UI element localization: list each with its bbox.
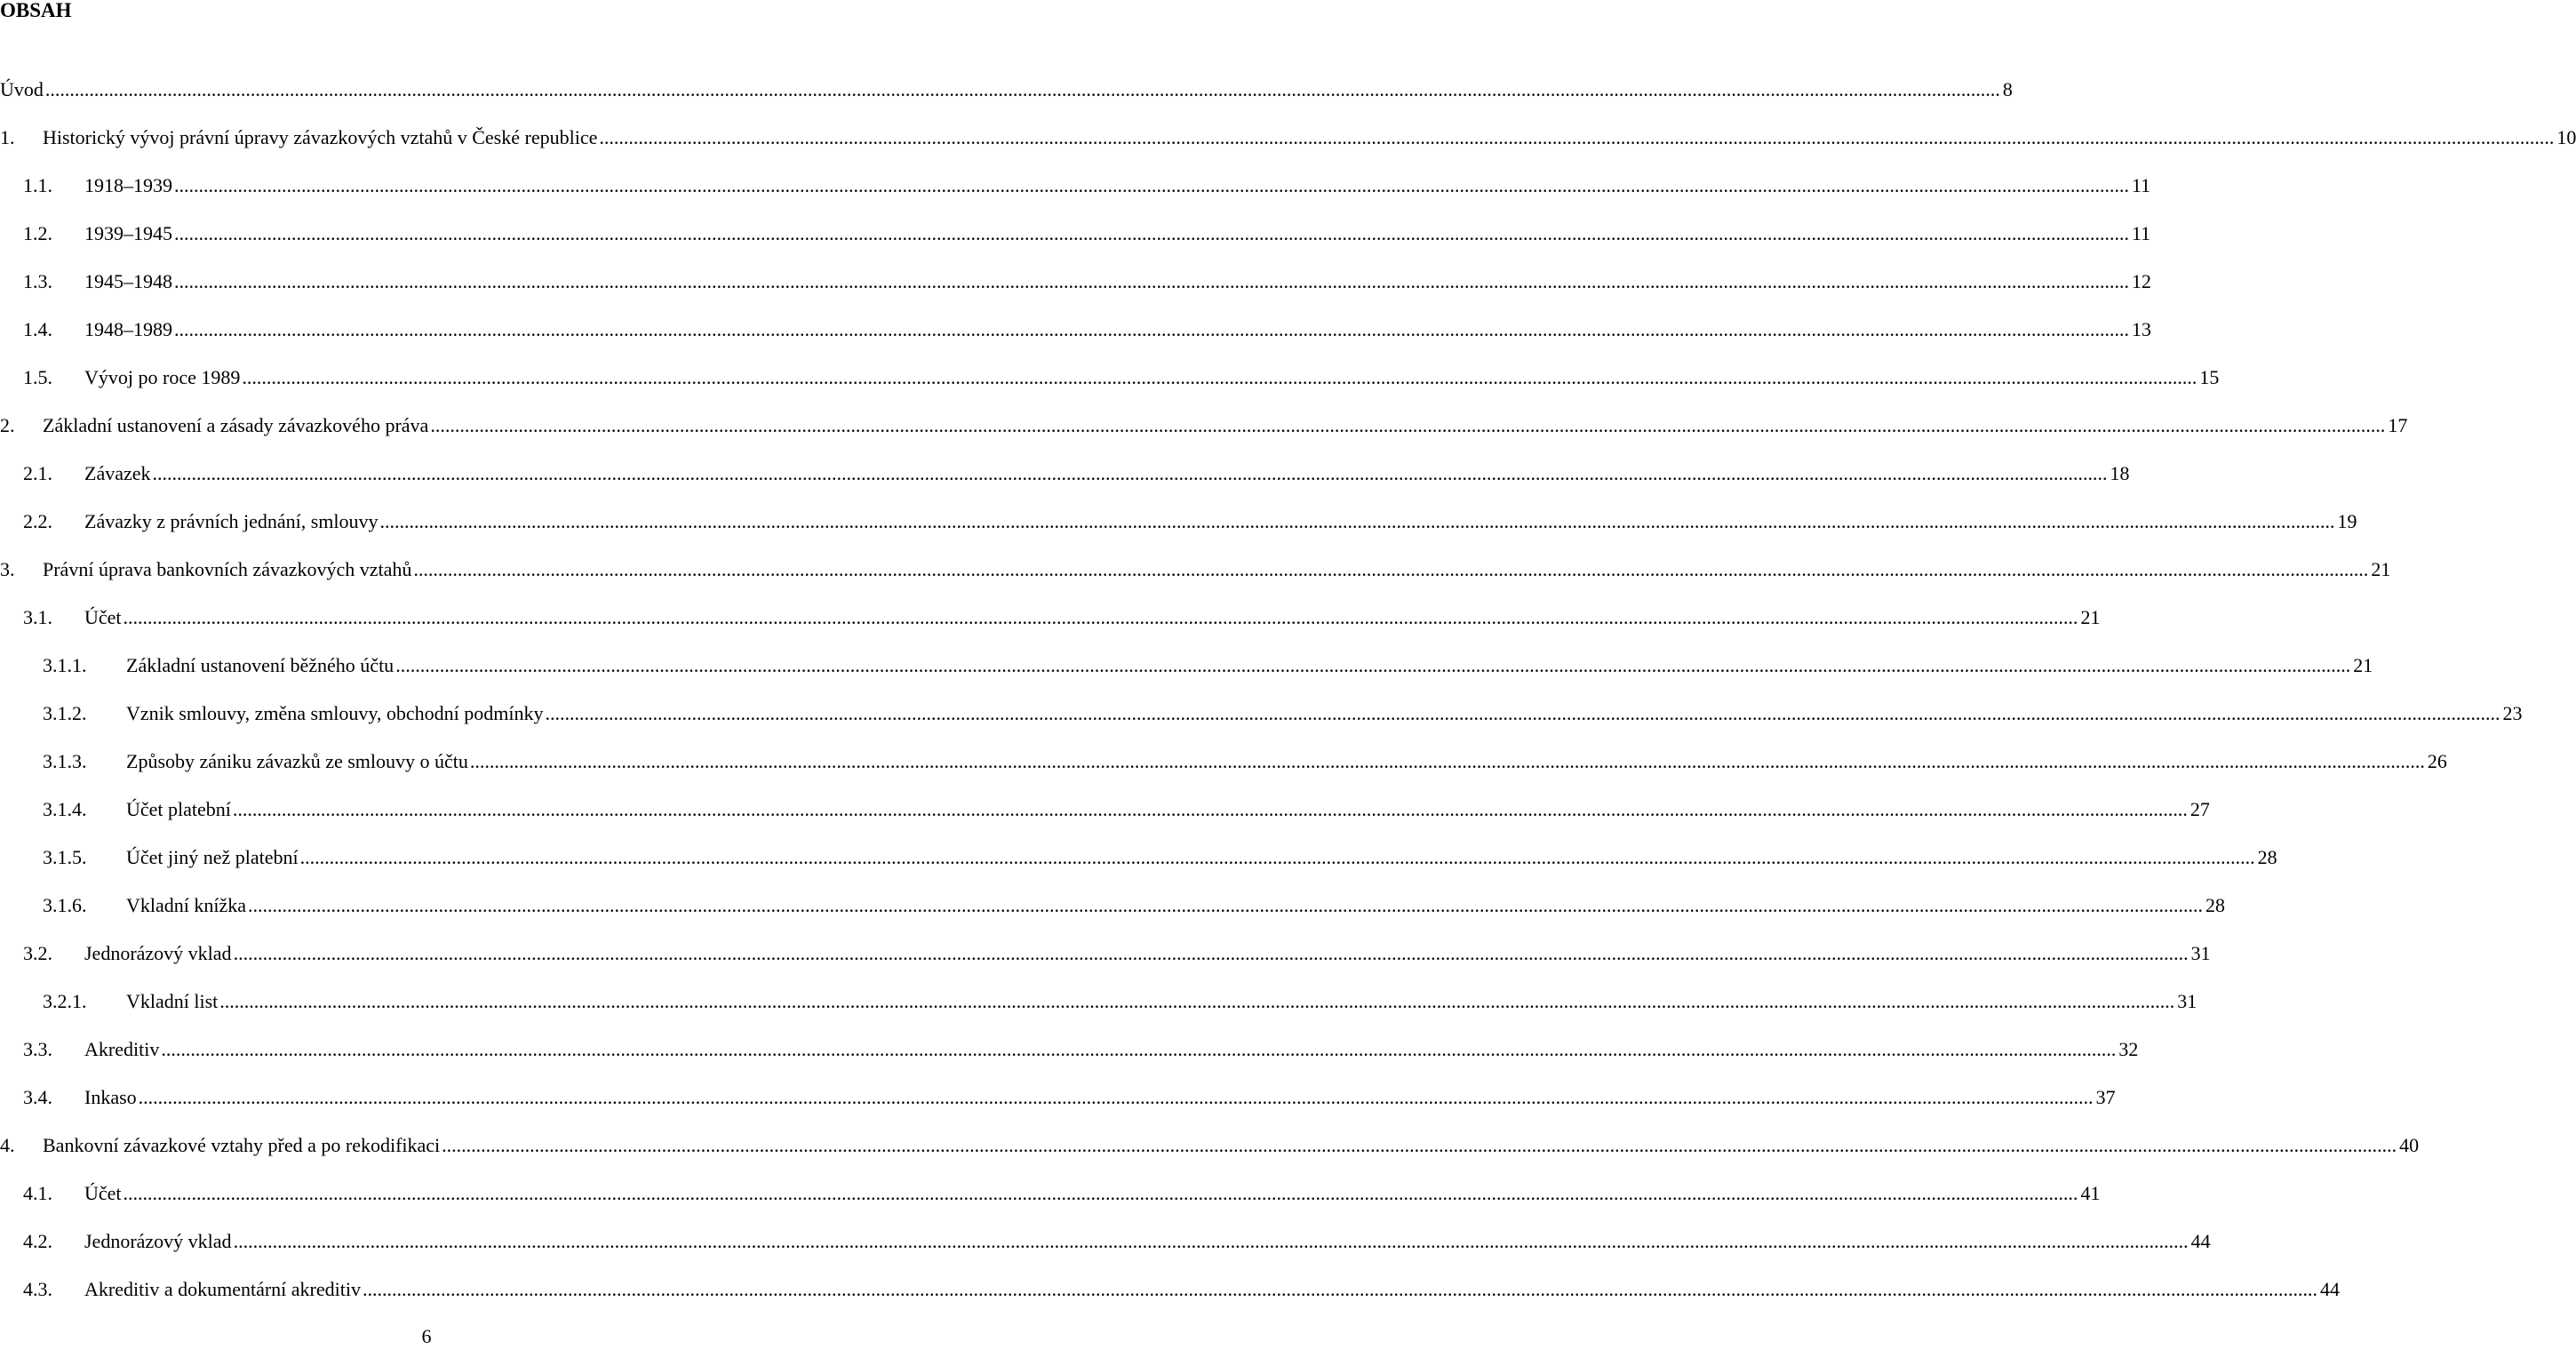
toc-entry-page: 21 (2371, 558, 2391, 580)
toc-entry-title: Akreditiv (84, 1038, 160, 1060)
toc-entry-title: Vkladní knížka (126, 894, 247, 916)
toc-leader-dots: ................................................................................................................................................................................................................................................................................................................................................................................................................ (44, 78, 2000, 100)
toc-leader-dots: ................................................................................................................................................................................................................................................................................................................................................................................................................ (362, 1278, 2317, 1300)
toc-entry-number: 4.1. (23, 1182, 52, 1204)
toc-entry-number: 1.5. (23, 366, 52, 388)
toc-entry-page: 21 (2353, 654, 2373, 676)
toc-leader-dots: ................................................................................................................................................................................................................................................................................................................................................................................................................ (233, 1230, 2189, 1252)
toc-leader-dots: ................................................................................................................................................................................................................................................................................................................................................................................................................ (219, 990, 2175, 1012)
toc-entry-title: Účet jiný než platební (126, 846, 299, 868)
toc-entry-subsection-3-1-1[interactable] (0, 652, 2373, 679)
toc-entry-section-2-1[interactable] (0, 460, 2130, 487)
toc-entry-page: 15 (2199, 366, 2220, 388)
toc-entry-title: 1948–1989 (84, 318, 172, 340)
toc-entry-number: 3.1.4. (43, 798, 87, 820)
toc-entry-number: 3. (0, 558, 15, 580)
page-heading: OBSAH (0, 0, 72, 21)
toc-entry-number: 1.3. (23, 270, 52, 292)
toc-entry-page: 21 (2080, 606, 2101, 628)
toc-entry-title: 1939–1945 (84, 222, 172, 244)
toc-entry-chapter-4[interactable] (0, 1132, 2420, 1159)
toc-entry-title: Základní ustanovení běžného účtu (126, 654, 395, 676)
toc-leader-dots: ................................................................................................................................................................................................................................................................................................................................................................................................................ (152, 462, 2108, 484)
toc-entry-section-1-1[interactable] (0, 172, 2151, 199)
toc-entry-intro[interactable] (0, 76, 2013, 103)
toc-entry-number: 1. (0, 126, 15, 148)
toc-entry-chapter-3[interactable] (0, 556, 2391, 583)
toc-entry-subsection-3-1-5[interactable] (0, 844, 2277, 871)
toc-entry-page: 12 (2132, 270, 2151, 292)
toc-entry-page: 41 (2080, 1182, 2101, 1204)
toc-entry-page: 11 (2132, 222, 2151, 244)
toc-entry-number: 4. (0, 1134, 15, 1156)
toc-entry-title: Jednorázový vklad (84, 942, 232, 964)
toc-entry-section-3-3[interactable] (0, 1036, 2139, 1063)
toc-entry-chapter-1[interactable] (0, 124, 2576, 151)
toc-entry-chapter-2[interactable] (0, 412, 2408, 439)
toc-entry-title: Historický vývoj právní úpravy závazkových vztahů v České republice (43, 126, 598, 148)
toc-entry-subsection-3-1-3[interactable] (0, 748, 2447, 775)
toc-leader-dots: ................................................................................................................................................................................................................................................................................................................................................................................................................ (233, 942, 2189, 964)
toc-entry-title: Vývoj po roce 1989 (84, 366, 241, 388)
toc-entry-section-3-1[interactable] (0, 604, 2101, 631)
toc-entry-title: Závazek (84, 462, 151, 484)
toc-entry-number: 3.2. (23, 942, 52, 964)
toc-entry-number: 4.3. (23, 1278, 52, 1300)
toc-leader-dots: ................................................................................................................................................................................................................................................................................................................................................................................................................ (430, 414, 2386, 436)
toc-entry-number: 3.1.2. (43, 702, 87, 724)
toc-leader-dots: ................................................................................................................................................................................................................................................................................................................................................................................................................ (395, 654, 2351, 676)
toc-entry-page: 40 (2399, 1134, 2420, 1156)
toc-entry-page: 44 (2190, 1230, 2211, 1252)
toc-entry-subsection-3-1-4[interactable] (0, 796, 2210, 823)
toc-entry-page: 19 (2337, 510, 2357, 532)
toc-entry-number: 3.1. (23, 606, 52, 628)
toc-entry-number: 3.1.5. (43, 846, 87, 868)
toc-entry-number: 2. (0, 414, 15, 436)
toc-leader-dots: ................................................................................................................................................................................................................................................................................................................................................................................................................ (469, 750, 2425, 772)
toc-leader-dots: ................................................................................................................................................................................................................................................................................................................................................................................................................ (242, 366, 2197, 388)
toc-entry-page: 31 (2177, 990, 2197, 1012)
toc-entry-page: 27 (2189, 798, 2210, 820)
toc-entry-page: 26 (2427, 750, 2447, 772)
toc-entry-page: 23 (2502, 702, 2523, 724)
toc-entry-number: 1.4. (23, 318, 52, 340)
toc-entry-number: 2.2. (23, 510, 52, 532)
toc-entry-title: Vznik smlouvy, změna smlouvy, obchodní podmínky (126, 702, 544, 724)
toc-leader-dots: ................................................................................................................................................................................................................................................................................................................................................................................................................ (232, 798, 2188, 820)
toc-entry-section-4-3[interactable] (0, 1276, 2340, 1303)
toc-entry-section-2-2[interactable] (0, 508, 2357, 535)
toc-entry-title: Jednorázový vklad (84, 1230, 232, 1252)
toc-entry-number: 3.4. (23, 1086, 52, 1108)
toc-entry-number: 3.1.6. (43, 894, 87, 916)
toc-leader-dots: ................................................................................................................................................................................................................................................................................................................................................................................................................ (174, 174, 2129, 196)
toc-entry-section-4-1[interactable] (0, 1180, 2101, 1207)
toc-entry-page: 31 (2190, 942, 2211, 964)
toc-entry-number: 1.1. (23, 174, 52, 196)
toc-entry-title: Závazky z právních jednání, smlouvy (84, 510, 379, 532)
page-number: 6 (421, 1325, 432, 1347)
toc-entry-number: 3.1.1. (43, 654, 87, 676)
toc-entry-page: 28 (2257, 846, 2277, 868)
toc-leader-dots: ................................................................................................................................................................................................................................................................................................................................................................................................................ (174, 318, 2129, 340)
toc-leader-dots: ................................................................................................................................................................................................................................................................................................................................................................................................................ (161, 1038, 2117, 1060)
toc-entry-section-3-4[interactable] (0, 1084, 2116, 1111)
toc-leader-dots: ................................................................................................................................................................................................................................................................................................................................................................................................................ (299, 846, 2255, 868)
toc-leader-dots: ................................................................................................................................................................................................................................................................................................................................................................................................................ (599, 126, 2555, 148)
toc-entry-page: 11 (2132, 174, 2151, 196)
toc-leader-dots: ................................................................................................................................................................................................................................................................................................................................................................................................................ (123, 1182, 2078, 1204)
toc-entry-page: 18 (2109, 462, 2130, 484)
toc-entry-title: Právní úprava bankovních závazkových vztahů (43, 558, 412, 580)
toc-entry-section-3-2[interactable] (0, 940, 2211, 967)
toc-leader-dots: ................................................................................................................................................................................................................................................................................................................................................................................................................ (545, 702, 2500, 724)
toc-leader-dots: ................................................................................................................................................................................................................................................................................................................................................................................................................ (123, 606, 2078, 628)
toc-leader-dots: ................................................................................................................................................................................................................................................................................................................................................................................................................ (442, 1134, 2397, 1156)
toc-entry-title: Způsoby zániku závazků ze smlouvy o účtu (126, 750, 468, 772)
toc-leader-dots: ................................................................................................................................................................................................................................................................................................................................................................................................................ (413, 558, 2369, 580)
toc-leader-dots: ................................................................................................................................................................................................................................................................................................................................................................................................................ (138, 1086, 2093, 1108)
toc-entry-number: 3.2.1. (43, 990, 87, 1012)
toc-entry-page: 32 (2118, 1038, 2139, 1060)
toc-entry-number: 3.1.3. (43, 750, 87, 772)
toc-leader-dots: ................................................................................................................................................................................................................................................................................................................................................................................................................ (174, 222, 2129, 244)
toc-entry-page: 8 (2002, 78, 2013, 100)
toc-entry-title: 1945–1948 (84, 270, 172, 292)
toc-entry-subsection-3-1-2[interactable] (0, 700, 2523, 727)
toc-entry-section-1-3[interactable] (0, 268, 2151, 295)
toc-entry-page: 44 (2319, 1278, 2340, 1300)
toc-entry-section-1-5[interactable] (0, 364, 2220, 391)
toc-leader-dots: ................................................................................................................................................................................................................................................................................................................................................................................................................ (379, 510, 2335, 532)
toc-entry-page: 37 (2095, 1086, 2116, 1108)
toc-entry-number: 3.3. (23, 1038, 52, 1060)
toc-leader-dots: ................................................................................................................................................................................................................................................................................................................................................................................................................ (248, 894, 2204, 916)
toc-entry-title: Akreditiv a dokumentární akreditiv (84, 1278, 361, 1300)
toc-entry-title: 1918–1939 (84, 174, 172, 196)
toc-entry-number: 4.2. (23, 1230, 52, 1252)
toc-entry-title: Úvod (0, 78, 44, 100)
toc-entry-number: 1.2. (23, 222, 52, 244)
toc-entry-title: Účet (84, 606, 122, 628)
toc-entry-title: Inkaso (84, 1086, 137, 1108)
toc-entry-section-1-2[interactable] (0, 220, 2151, 247)
toc-entry-page: 13 (2132, 318, 2151, 340)
toc-entry-title: Základní ustanovení a zásady závazkového práva (43, 414, 429, 436)
toc-entry-section-1-4[interactable] (0, 316, 2151, 343)
toc-entry-section-4-2[interactable] (0, 1228, 2211, 1255)
toc-entry-page: 17 (2388, 414, 2408, 436)
toc-entry-title: Účet (84, 1182, 122, 1204)
toc-entry-number: 2.1. (23, 462, 52, 484)
toc-entry-page: 28 (2205, 894, 2226, 916)
toc-entry-page: 10 (2556, 126, 2576, 148)
toc-entry-subsection-3-2-1[interactable] (0, 988, 2197, 1015)
toc-entry-title: Účet platební (126, 798, 231, 820)
toc-entry-title: Bankovní závazkové vztahy před a po rekodifikaci (43, 1134, 441, 1156)
toc-entry-title: Vkladní list (126, 990, 219, 1012)
toc-entry-subsection-3-1-6[interactable] (0, 892, 2226, 919)
toc-leader-dots: ................................................................................................................................................................................................................................................................................................................................................................................................................ (174, 270, 2129, 292)
